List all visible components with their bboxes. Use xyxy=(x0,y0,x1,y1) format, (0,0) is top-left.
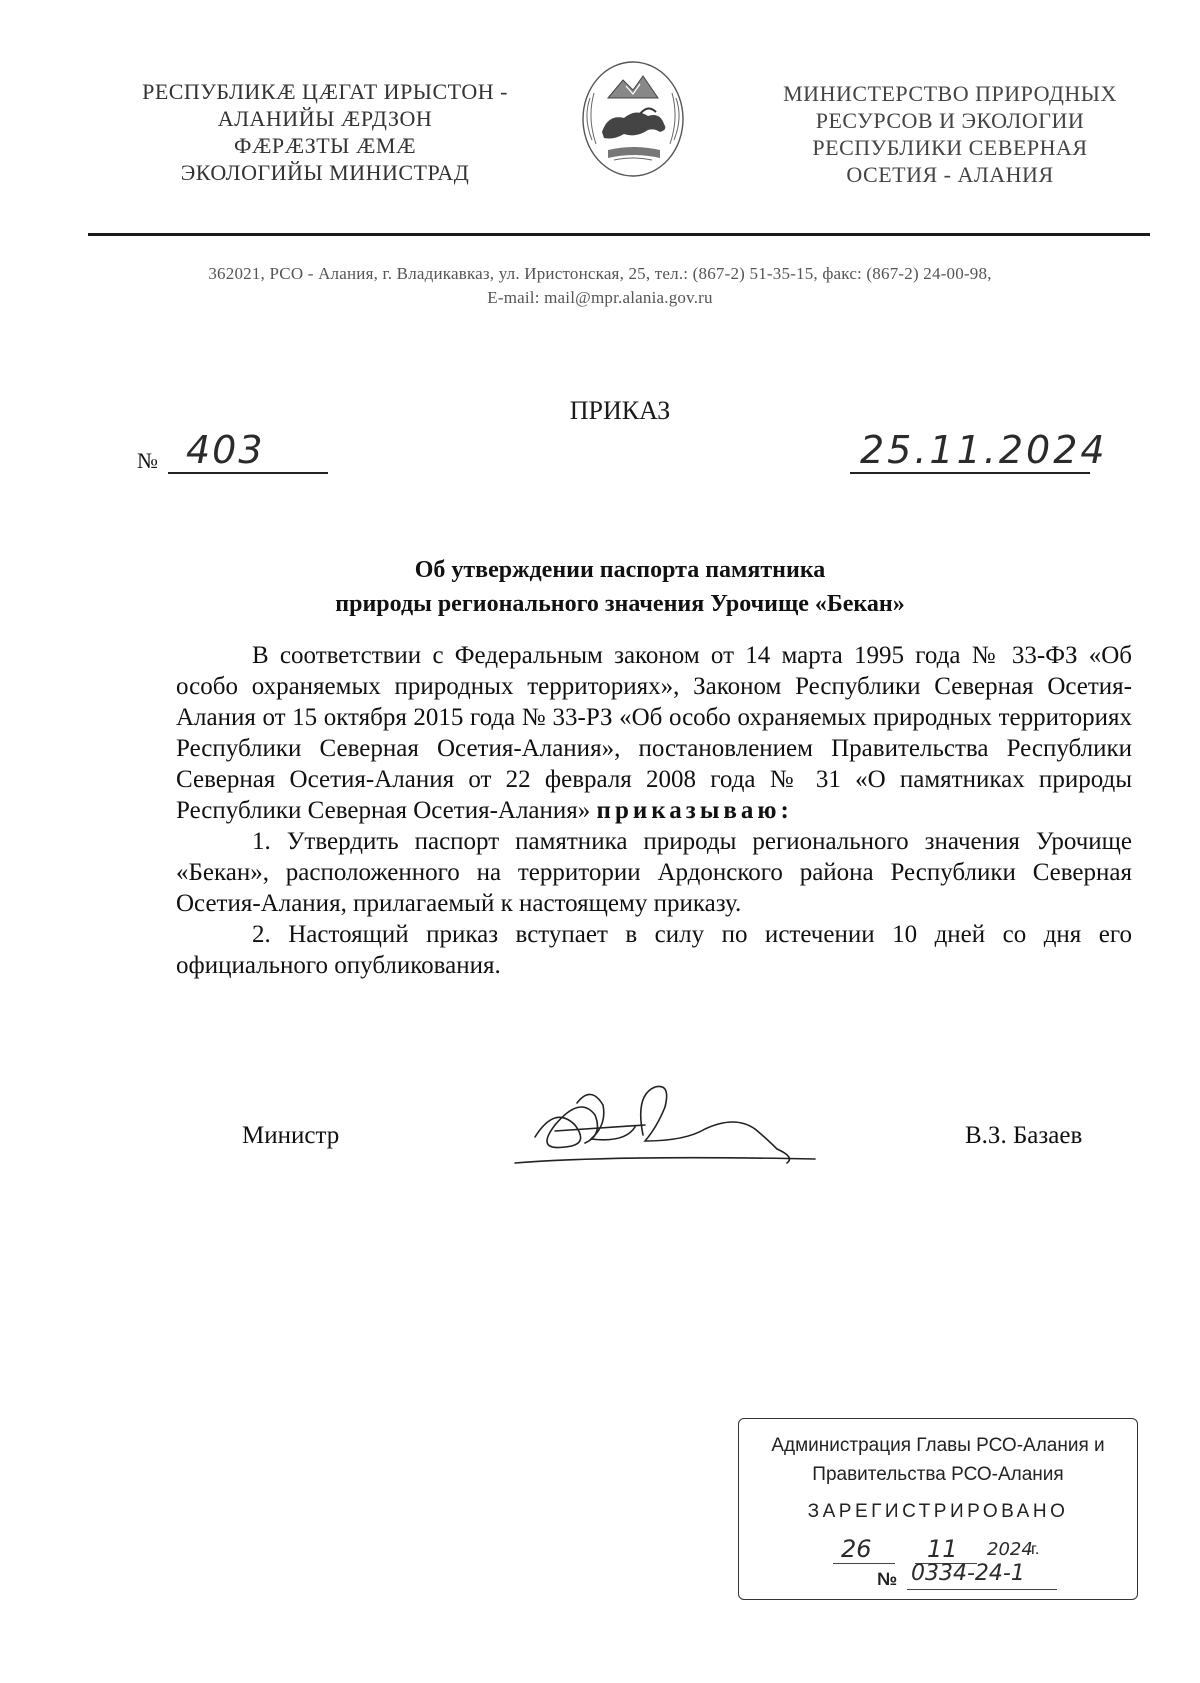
stamp-authority-line: Администрация Главы РСО-Алания и xyxy=(771,1435,1105,1456)
address-line: 362021, РСО - Алания, г. Владикавказ, ул. Иристонская, 25, тел.: (867-2) 51-35-15, факс: (867-2) 24-00-98, xyxy=(208,264,992,283)
stamp-date-year: 2024 xyxy=(987,1539,1033,1560)
order-number-label: № xyxy=(137,448,158,473)
preamble-paragraph xyxy=(176,640,1132,826)
header-right-block xyxy=(750,80,1150,188)
title-line: природы регионального значения Урочище «Бекан» xyxy=(335,591,905,617)
order-date-underline xyxy=(850,472,1090,474)
document-title xyxy=(170,553,1070,621)
header-right-line: ОСЕТИЯ - АЛАНИЯ xyxy=(846,162,1054,187)
stamp-date-day: 26 xyxy=(841,1535,872,1563)
document-type: ПРИКАЗ xyxy=(569,396,671,425)
stamp-date-month: 11 xyxy=(927,1535,958,1563)
order-verb: приказываю: xyxy=(596,797,793,824)
header-left-line: ЭКОЛОГИЙЫ МИНИСТРАД xyxy=(180,160,470,185)
order-number-underline xyxy=(168,472,328,474)
header-right-line: РЕСПУБЛИКИ СЕВЕРНАЯ xyxy=(812,135,1088,160)
address-block xyxy=(60,262,1140,310)
header-left-line: РЕСПУБЛИКӔ ЦӔГАТ ИРЫСТОН - xyxy=(142,79,508,104)
stamp-number-underline xyxy=(907,1589,1057,1590)
signatory-name: В.З. Базаев xyxy=(965,1122,1083,1149)
header-left-line: ФӔРӔЗТЫ ӔМӔ xyxy=(233,133,417,158)
email-line: E-mail: mail@mpr.alania.gov.ru xyxy=(487,288,713,307)
stamp-authority-line: Правительства РСО-Алания xyxy=(812,1464,1064,1485)
stamp-registration-number xyxy=(877,1561,1117,1595)
order-clause-1: 1. Утвердить паспорт памятника природы регионального значения Урочище «Бекан», расположенного на территории Ардонского района Республики Северная Осетия-Алания, прилагаемый к настоящему приказу. xyxy=(176,828,1132,917)
signatory-role: Министр xyxy=(242,1122,340,1149)
stamp-date-day-underline xyxy=(833,1563,895,1564)
title-line: Об утверждении паспорта памятника xyxy=(414,557,826,583)
coat-of-arms-emblem-icon xyxy=(578,58,688,180)
stamp-registered-label: ЗАРЕГИСТРИРОВАНО xyxy=(807,1501,1069,1522)
preamble-text: В соответствии с Федеральным законом от 14 марта 1995 года № 33-ФЗ «Об особо охраняемых природных территориях», Законом Республики Северная Осетия-Алания от 15 октября 2015 года № 33-РЗ «Об особо охраняемых природных территориях Республики Северная Осетия-Алания», постановлением Правительства Республики Северная Осетия-Алания от 22 февраля 2008 года № 31 «О памятниках природы Республики Северная Осетия-Алания» xyxy=(176,642,1132,824)
stamp-number-label: № xyxy=(877,1569,898,1589)
header-divider xyxy=(88,233,1150,236)
document-body xyxy=(176,640,1132,981)
header-right-line: МИНИСТЕРСТВО ПРИРОДНЫХ xyxy=(783,81,1117,106)
registration-stamp xyxy=(738,1418,1138,1600)
stamp-number-value: 0334-24-1 xyxy=(911,1561,1025,1586)
order-number-handwritten: 403 xyxy=(186,428,265,472)
header-left-line: АЛАНИЙЫ ӔРДЗОН xyxy=(217,106,433,131)
order-clause-2: 2. Настоящий приказ вступает в силу по истечении 10 дней со дня его официального опубликования. xyxy=(176,921,1132,979)
stamp-date-year-suffix: г. xyxy=(1031,1541,1040,1558)
handwritten-signature-icon xyxy=(495,1055,865,1175)
header-right-line: РЕСУРСОВ И ЭКОЛОГИИ xyxy=(815,108,1085,133)
header-left-block xyxy=(115,78,535,186)
order-date-handwritten: 25.11.2024 xyxy=(860,428,1108,472)
